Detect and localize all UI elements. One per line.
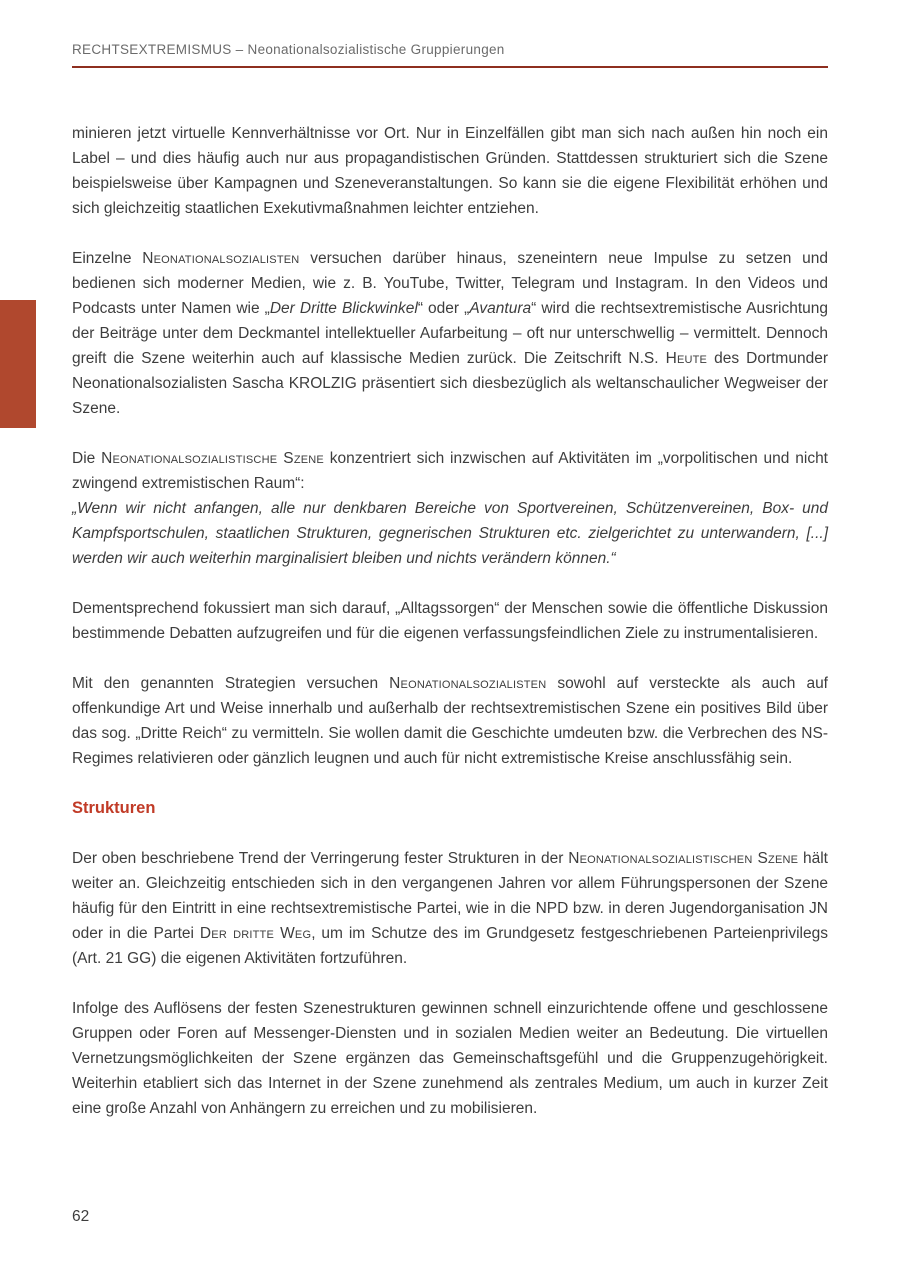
text-run: , um im Schutze des im Grundgesetz festgeschriebenen Parteienprivilegs (Art. 21 GG) die eigenen Aktivitäten fortzuführen. (72, 925, 828, 967)
text-run: konzentriert sich inzwischen auf Aktivitäten im „vorpolitischen und nicht zwingend extremistischen Raum“: (72, 450, 828, 492)
text-run: Die (72, 450, 102, 467)
text-run: Einzelne (72, 250, 143, 267)
text-run: Der oben beschriebene Trend der Verringerung fester Strukturen in der (72, 850, 569, 867)
text-run: Der Dritte Blickwinkel (269, 300, 418, 317)
text-run: Infolge des Auflösens der festen Szenestrukturen gewinnen schnell einzurichtende offene und geschlossene Gruppen oder Foren auf Messenger-Diensten und in sozialen Medien weiter an Bedeutung. Die virtuellen Vernetzungsmöglichkeiten der Szene ergänzen das Gemeinschaftsgefühl und die Gruppenzugehörigkeit. Weiterhin etabliert sich das Internet in der Szene zunehmend als zentrales Medium, um auch in kurzer Zeit eine große Anzahl von Anhängern zu erreichen und zu mobilisieren. (72, 1000, 828, 1117)
paragraph (72, 446, 828, 496)
text-run: “ oder „ (417, 300, 470, 317)
text-run: sowohl auf versteckte als auch auf offenkundige Art und Weise innerhalb und außerhalb der rechtsextremistischen Szene ein positives Bild über das sog. „Dritte Reich“ zu vermitteln. Sie wollen damit die Geschichte umdeuten bzw. die Verbrechen des NS-Regimes relativieren oder gänzlich leugnen und auch für nicht extremistische Kreise anschlussfähig sein. (72, 675, 828, 767)
body-content (72, 121, 828, 1146)
page-header (72, 42, 828, 68)
paragraph (72, 596, 828, 646)
paragraph (72, 246, 828, 421)
body-blocks (72, 121, 828, 1121)
text-run: Avantura (469, 300, 532, 317)
text-run: Dementsprechend fokussiert man sich darauf, „Alltagssorgen“ der Menschen sowie die öffentliche Diskussion bestimmende Debatten aufzugreifen und für die eigenen verfassungsfeindlichen Ziele zu instrumentalisieren. (72, 600, 828, 642)
section-heading: Strukturen (72, 799, 156, 817)
chapter-tab-marker (0, 300, 36, 428)
text-run: Mit den genannten Strategien versuchen (72, 675, 390, 692)
text-run: minieren jetzt virtuelle Kennverhältnisse vor Ort. Nur in Einzelfällen gibt man sich nach außen hin noch ein Label – und dies häufig auch nur aus propagandistischen Gründen. Stattdessen strukturiert sich die Szene beispielsweise über Kampagnen und Szeneveranstaltungen. So kann sie die eigene Flexibilität erhöhen und sich gleichzeitig staatlichen Exekutivmaßnahmen leichter entziehen. (72, 125, 828, 217)
paragraph (72, 671, 828, 771)
text-run: Neonationalsozialistische Szene (101, 450, 324, 467)
text-run: Der dritte Weg (199, 925, 312, 942)
paragraph (72, 846, 828, 971)
text-run: des Dortmunder Neonationalsozialisten Sascha KROLZIG präsentiert sich diesbezüglich als weltanschaulicher Wegweiser der Szene. (72, 350, 828, 417)
page-number: 62 (72, 1208, 90, 1225)
paragraph (72, 121, 828, 221)
text-run: Neonationalsozialisten (142, 250, 300, 267)
quote-paragraph (72, 496, 828, 571)
text-run: „Wenn wir nicht anfangen, alle nur denkbaren Bereiche von Sportvereinen, Schützenvereinen, Box- und Kampfsportschulen, staatlichen Strukturen, gegnerischen Strukturen etc. zielgerichtet zu unterwandern, [...] werden wir auch weiterhin marginalisiert bleiben und nichts verändern können.“ (72, 500, 828, 567)
text-run: “ wird die rechtsextremistische Ausrichtung der Beiträge unter dem Deckmantel intellektueller Aufarbeitung – oft nur unterschwellig – vermittelt. Dennoch greift die Szene weiterhin auch auf klassische Medien zurück. Die Zeitschrift N.S. (72, 300, 828, 367)
text-run: Heute (665, 350, 708, 367)
running-header-title: RECHTSEXTREMISMUS – Neonationalsozialistische Gruppierungen (72, 42, 505, 57)
text-run: Neonationalsozialistischen Szene (568, 850, 799, 867)
text-run: hält weiter an. Gleichzeitig entschieden sich in den vergangenen Jahren vor allem Führungspersonen der Szene häufig für den Eintritt in eine rechtsextremistische Partei, wie in die NPD bzw. in deren Jugendorganisation JN oder in die Partei (72, 850, 828, 942)
paragraph (72, 996, 828, 1121)
header-rule (72, 66, 828, 68)
text-run: versuchen darüber hinaus, szeneintern neue Impulse zu setzen und bedienen sich moderner Medien, wie z. B. YouTube, Twitter, Telegram und Instagram. In den Videos und Podcasts unter Namen wie „ (72, 250, 829, 317)
text-run: Neonationalsozialisten (389, 675, 547, 692)
